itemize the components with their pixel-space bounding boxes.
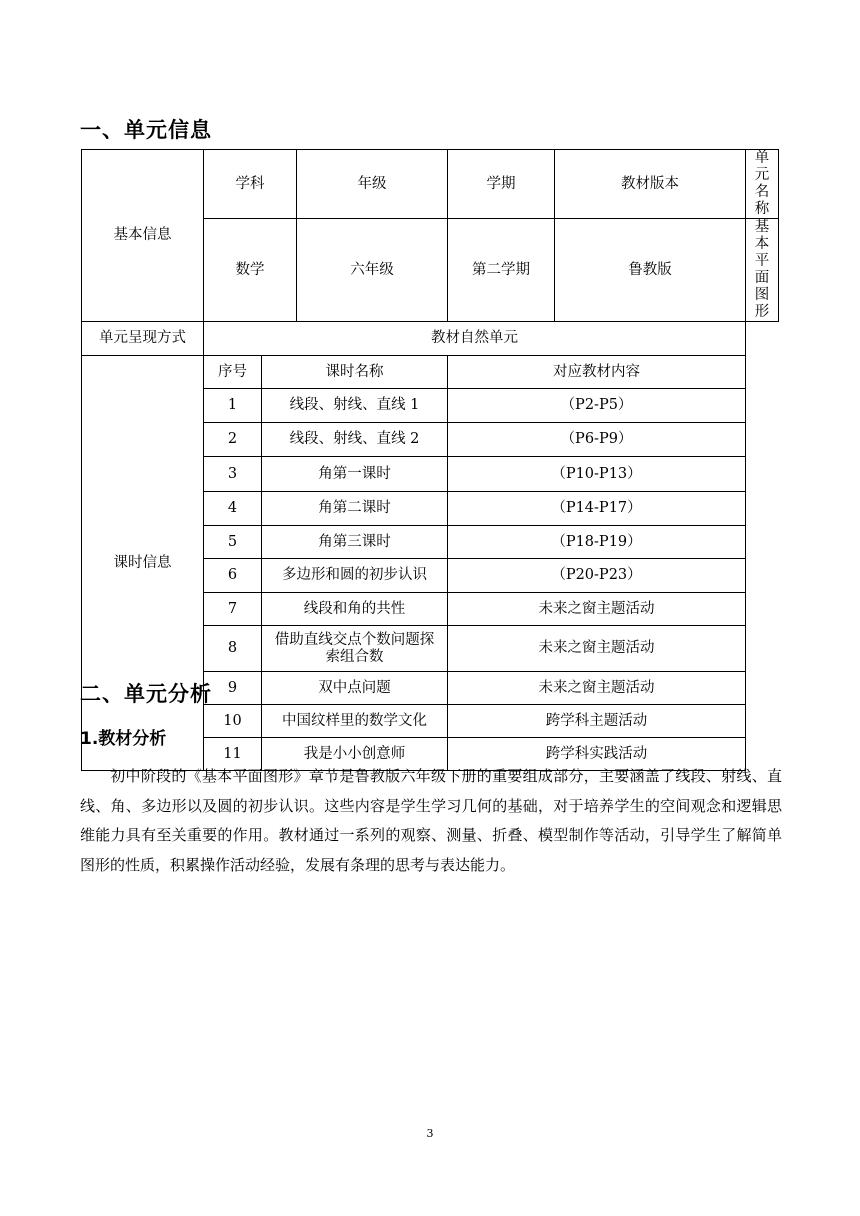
page-number: 3 bbox=[426, 1127, 434, 1140]
lesson-content: （P2-P5） bbox=[448, 389, 746, 423]
lesson-name: 我是小小创意师 bbox=[262, 738, 448, 771]
header-grade: 年级 bbox=[297, 150, 448, 219]
lesson-index: 2 bbox=[204, 423, 262, 457]
header-textbook-content: 对应教材内容 bbox=[448, 356, 746, 389]
lesson-content: 未来之窗主题活动 bbox=[448, 672, 746, 705]
section-title-unit-analysis: 二、单元分析 bbox=[80, 682, 212, 706]
header-semester: 学期 bbox=[448, 150, 555, 219]
value-unit-name: 基本平面图形 bbox=[746, 219, 779, 322]
lesson-content: （P10-P13） bbox=[448, 457, 746, 492]
header-unit-name: 单元名称 bbox=[746, 150, 779, 219]
lesson-index: 11 bbox=[204, 738, 262, 771]
lesson-name: 角第三课时 bbox=[262, 526, 448, 559]
lesson-index: 3 bbox=[204, 457, 262, 492]
presentation-value: 教材自然单元 bbox=[204, 322, 746, 356]
lesson-name: 线段、射线、直线 2 bbox=[262, 423, 448, 457]
lesson-index: 5 bbox=[204, 526, 262, 559]
lesson-index: 7 bbox=[204, 593, 262, 626]
presentation-label: 单元呈现方式 bbox=[82, 322, 204, 356]
header-subject: 学科 bbox=[204, 150, 297, 219]
lesson-content: 跨学科主题活动 bbox=[448, 705, 746, 738]
presentation-row bbox=[82, 322, 779, 356]
basic-info-label: 基本信息 bbox=[82, 150, 204, 322]
header-index: 序号 bbox=[204, 356, 262, 389]
lesson-name: 角第二课时 bbox=[262, 492, 448, 526]
lesson-index: 1 bbox=[204, 389, 262, 423]
value-textbook-version: 鲁教版 bbox=[555, 219, 746, 322]
lesson-index: 10 bbox=[204, 705, 262, 738]
lesson-content: （P6-P9） bbox=[448, 423, 746, 457]
header-lesson-name: 课时名称 bbox=[262, 356, 448, 389]
lesson-content: （P18-P19） bbox=[448, 526, 746, 559]
value-subject: 数学 bbox=[204, 219, 297, 322]
lesson-name: 借助直线交点个数问题探索组合数 bbox=[262, 626, 448, 672]
lesson-index: 8 bbox=[204, 626, 262, 672]
lessons-header-row bbox=[82, 356, 779, 389]
lesson-name: 线段和角的共性 bbox=[262, 593, 448, 626]
lesson-name: 多边形和圆的初步认识 bbox=[262, 559, 448, 593]
lesson-index: 4 bbox=[204, 492, 262, 526]
lesson-content: 未来之窗主题活动 bbox=[448, 593, 746, 626]
lesson-index: 9 bbox=[204, 672, 262, 705]
value-semester: 第二学期 bbox=[448, 219, 555, 322]
subsection-title-textbook-analysis: 1.教材分析 bbox=[80, 729, 167, 749]
lesson-content: 未来之窗主题活动 bbox=[448, 626, 746, 672]
paragraph-text: 初中阶段的《基本平面图形》章节是鲁教版六年级下册的重要组成部分，主要涵盖了线段、射线、直线、角、多边形以及圆的初步认识。这些内容是学生学习几何的基础，对于培养学生的空间观念和逻辑思维能力具有至关重要的作用。教材通过一系列的观察、测量、折叠、模型制作等活动，引导学生了解简单图形的性质，积累操作活动经验，发展有条理的思考与表达能力。 bbox=[80, 767, 782, 874]
lesson-index: 6 bbox=[204, 559, 262, 593]
value-grade: 六年级 bbox=[297, 219, 448, 322]
lesson-name: 线段、射线、直线 1 bbox=[262, 389, 448, 423]
lesson-content: （P20-P23） bbox=[448, 559, 746, 593]
lesson-content: 跨学科实践活动 bbox=[448, 738, 746, 771]
section-title-unit-info: 一、单元信息 bbox=[80, 118, 212, 142]
lesson-name: 角第一课时 bbox=[262, 457, 448, 492]
basic-header-row bbox=[82, 150, 779, 219]
textbook-analysis-paragraph bbox=[80, 762, 782, 880]
lesson-content: （P14-P17） bbox=[448, 492, 746, 526]
lessons-label: 课时信息 bbox=[82, 356, 204, 771]
header-textbook-version: 教材版本 bbox=[555, 150, 746, 219]
lesson-name: 中国纹样里的数学文化 bbox=[262, 705, 448, 738]
lesson-name: 双中点问题 bbox=[262, 672, 448, 705]
